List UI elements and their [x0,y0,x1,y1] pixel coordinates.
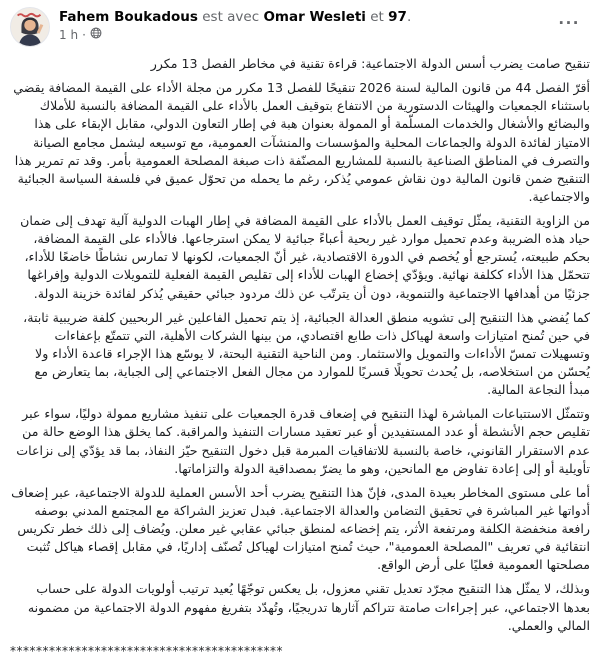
author-name[interactable]: Fahem Boukadous [59,9,198,25]
globe-icon [90,27,102,43]
post-paragraph: أقرّ الفصل 44 من قانون المالية لسنة 2026 تنقيحًا للفصل 13 مكرر من مجلة الأداء على القيمة المضافة يقضي باستثناء الجمعيات والهيئات الدستورية من الانتفاع بتوقيف العمل بالأداء على القيمة المضافة بالنسبة للأملاك والبضائع والأشغال والخدمات المسلّمة أو الممولة بعنوان هبة في إطار التعاون الدولي، مقابل الإبقاء على هذا الامتياز لفائدة الدولة والجماعات المحلية والمؤسسات والمنشآت العمومية، مع توسيعه ليشمل مجامع الصيانة والتصرف في المناطق الصناعية بالنسبة للمشاريع المصنّفة ذات صبغة المصلحة العمومية بأمر. وقد تم تمرير هذا التنقيح ضمن قانون المالية دون نقاش عمومي يُذكر، رغم ما يحمله من تحوّل عميق في فلسفة السياسة الجبائية والاجتماعية. [13,80,590,204]
byline-period: . [406,9,412,25]
asterisk-separator: ****************************************** [10,643,283,658]
post-paragraph: وتتمثّل الاستتباعات المباشرة لهذا التنقيح في إضعاف قدرة الجمعيات على تنفيذ مشاريع ممولة دوليًا، سواء عبر تقليص حجم الأنشطة أو عدد المستفيدين أو عبر تعقيد مسارات التنفيذ والمراقبة. كما يخلق هذا الوضع حالة من عدم الاستقرار القانوني، خاصة بالنسبة للاتفاقيات المبرمة قبل دخول التنقيح حيّز النفاذ، بما قد يؤدّي إلى نزاعات تأويلية أو إلى إعادة تفاوض مع المانحين، وهو ما يضرّ بمصداقية الدولة والتزاماتها. [16,406,590,476]
post-byline [59,8,411,26]
avatar[interactable] [10,7,50,47]
post-paragraph: وبذلك، لا يمثّل هذا التنقيح مجرّد تعديل تقني معزول، بل يعكس توجّهًا يُعيد ترتيب أولويات الدولة على حساب بعدها الاجتماعي، عبر إجراءات صامتة تتراكم آثارها تدريجيًا، وتُهدّد بتفريغ مفهوم الدولة الاجتماعية من مضمونه المالي والعملي. [27,581,590,633]
and-connector-text: et [370,9,384,25]
others-count[interactable]: 97 [388,9,407,25]
post-paragraph: من الزاوية التقنية، يمثّل توقيف العمل بالأداء على القيمة المضافة في إطار الهبات الدولية آلية تهدف إلى ضمان حياد هذه الضريبة وعدم تحميل موارد غير ربحية أعباءً جبائية لا يمكن استرجاعها. فالأداء على القيمة المضافة، بحكم طبيعته، يُسترجع أو يُخصم في الدورة الاقتصادية، غير أنّ الجمعيات، لكونها لا تمارس نشاطًا خاضعًا للأداء، تتحمّل هذا الأداء ككلفة نهائية. ويؤدّي إخضاع الهبات للأداء إلى تقليص القيمة الفعلية للتمويلات الدولية وإفراغها جزئيًا من أهدافها الاجتماعية والتنموية، دون أن يترتّب عن ذلك مردود جبائي حقيقي يُذكر لفائدة خزينة الدولة. [20,213,590,301]
post-title-line: تنقيح صامت يضرب أسس الدولة الاجتماعية: قراءة تقنية في مخاطر الفصل 13 مكرر [150,56,590,71]
post-paragraph: أما على مستوى المخاطر بعيدة المدى، فإنّ هذا التنقيح يضرب أحد الأسس العملية للدولة الاجتماعية، عبر إضعاف أدواتها غير المباشرة في تحقيق التضامن والعدالة الاجتماعية. فبدل تعزيز الشراكة مع المجتمع المدني بوصفه رافعة منخفضة الكلفة ومرتفعة الأثر، يتم إخضاعه لمنطق جبائي عقابي غير معلن. ويُضاف إلى ذلك خطر تكريس انتقائية في تعريف "المصلحة العمومية"، حيث تُمنح امتيازات لهياكل تُصنّف إداريًا، في مقابل إقصاء هياكل تُثبت مصلحتها العمومية فعليًا على أرض الواقع. [11,484,590,573]
profile-picture-illustration [11,8,49,46]
timestamp[interactable]: 1 h [59,28,79,42]
post-paragraph: كما يُفضي هذا التنقيح إلى تشويه منطق العدالة الجبائية، إذ يتم تحميل الفاعلين غير الربحيين كلفة ضريبية ثابتة، في حين تُمنح امتيازات واسعة لهياكل ذات طابع اقتصادي، من بينها الشركات الأهلية، التي تتمتّع بإعفاءات وتسهيلات تمسّ الأداءات والتمويل والاستثمار. ومن الناحية التقنية البحتة، لا يوسّع هذا الإجراء قاعدة الأداء ولا يُحسّن من استخلاصه، بل يُحدث تحويلًا قسريًا للموارد من مجال الفعل الاجتماعي إلى الجباية، بما يتعارض مع مبدأ النجاعة المالية. [23,309,590,398]
meta-separator: · [82,28,86,42]
post-header-text [59,7,411,43]
post-header [0,0,600,49]
with-connector-text: est avec [202,9,260,25]
more-options-button[interactable]: ··· [558,14,580,32]
tagged-user-name[interactable]: Omar Wesleti [263,9,366,25]
post-content [0,49,600,660]
post-meta [59,27,411,43]
